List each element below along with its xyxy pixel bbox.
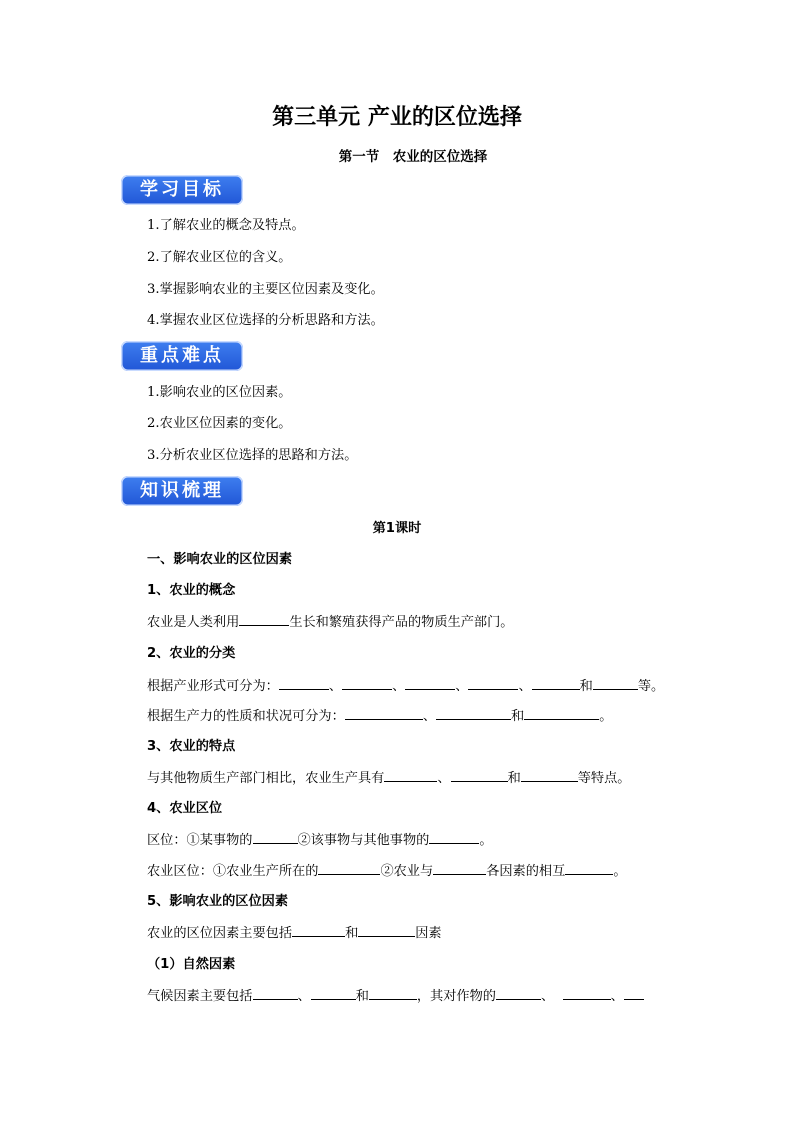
subheading-factors: 5、影响农业的区位因素 [147,894,289,909]
fill-blank [496,987,541,1000]
fill-blank [433,862,486,875]
fill-blank [468,677,518,690]
fill-blank [384,769,437,782]
fill-blank [405,677,455,690]
factors-line: 农业的区位因素主要包括 和 因素 [147,926,442,941]
subheading-concept: 1、农业的概念 [147,583,236,598]
fill-blank [342,677,392,690]
fill-blank [358,924,415,937]
objective-item: 3.掌握影响农业的主要区位因素及变化。 [147,282,384,297]
fill-blank [451,769,508,782]
section-subtitle: 第一节 农业的区位选择 [338,149,488,165]
fill-blank [436,707,511,720]
fill-blank [429,831,479,844]
classification-line-2: 根据生产力的性质和状况可分为： 、 和 。 [147,709,613,724]
lesson-label: 第1课时 [372,521,422,536]
features-line: 与其他物质生产部门相比，农业生产具有 、 和 等特点。 [147,771,631,786]
fill-blank [253,987,298,1000]
fill-blank [253,831,298,844]
location-line: 区位：①某事物的 ②该事物与其他事物的 。 [147,833,493,848]
concept-line: 农业是人类利用 生长和繁殖获得产品的物质生产部门。 [147,615,514,630]
key-point-item: 2.农业区位因素的变化。 [147,416,292,431]
fill-blank [311,987,356,1000]
fill-blank [565,862,613,875]
subheading-location: 4、农业区位 [147,801,223,816]
key-points-badge: 重点难点 [121,341,243,371]
knowledge-badge: 知识梳理 [121,476,243,506]
key-point-item: 1.影响农业的区位因素。 [147,385,292,400]
fill-blank [369,987,417,1000]
objectives-badge: 学习目标 [121,175,243,205]
objective-item: 4.掌握农业区位选择的分析思路和方法。 [147,313,384,328]
fill-blank [292,924,345,937]
fill-blank [563,987,611,1000]
subheading-features: 3、农业的特点 [147,739,236,754]
objective-item: 1.了解农业的概念及特点。 [147,218,305,233]
fill-blank [239,613,289,626]
agri-location-line: 农业区位：①农业生产所在的 ②农业与 各因素的相互 。 [147,864,627,879]
classification-line-1: 根据产业形式可分为： 、 、 、 、 和 等。 [147,679,665,694]
fill-blank [521,769,578,782]
fill-blank [532,677,580,690]
fill-blank [345,707,423,720]
key-point-item: 3.分析农业区位选择的思路和方法。 [147,448,358,463]
section-heading: 一、影响农业的区位因素 [147,552,293,567]
subheading-classification: 2、农业的分类 [147,646,236,661]
fill-blank [624,987,644,1000]
objective-item: 2.了解农业区位的含义。 [147,250,292,265]
subheading-natural-factors: （1）自然因素 [147,957,236,972]
page-title: 第三单元 产业的区位选择 [272,105,522,130]
fill-blank [279,677,329,690]
fill-blank [524,707,599,720]
fill-blank [318,862,380,875]
fill-blank [593,677,638,690]
climate-line: 气候因素主要包括 、 和 ，其对作物的 、 、 [147,987,644,1006]
